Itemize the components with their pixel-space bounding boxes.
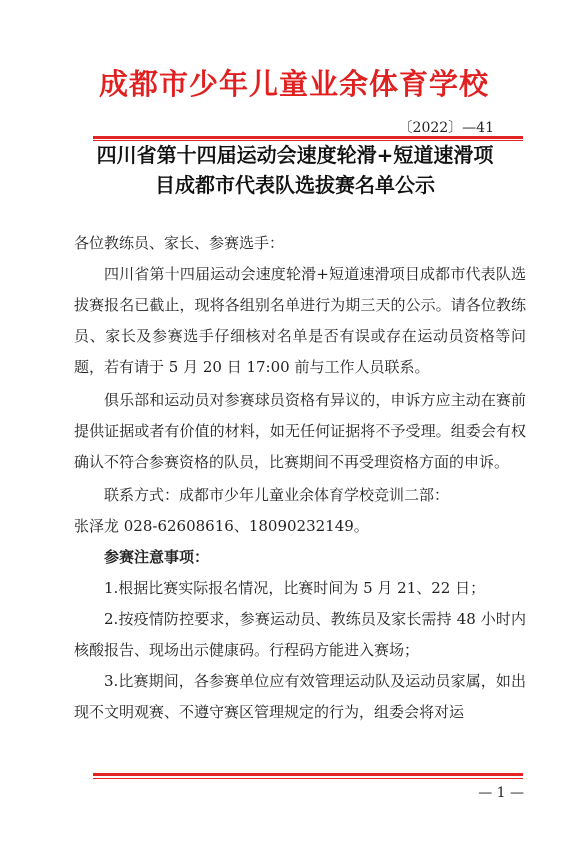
note-item-2: 2.按疫情防控要求，参赛运动员、教练员及家长需持 48 小时内核酸报告、现场出示健康码。行程码方能进入赛场； [74,610,526,659]
title-line-1: 四川省第十四届运动会速度轮滑+短道速滑项 [96,143,494,167]
paragraph-appeal-rules: 俱乐部和运动员对参赛球员资格有异议的，申诉方应主动在赛前提供证据或者有价值的材料，如无任何证据将不予受理。组委会有权确认不符合参赛资格的队员，比赛期间不再受理资格方面的申诉。 [74,391,526,471]
footer-red-rule-thin [93,778,523,779]
document-body [74,228,526,728]
salutation: 各位教练员、家长、参赛选手： [74,234,285,252]
document-title [70,140,520,200]
contact-person: 张泽龙 028-62608616、18090232149。 [74,517,369,535]
footer-red-rule [93,773,523,776]
note-item-3: 3.比赛期间，各参赛单位应有效管理运动队及运动员家属，如出现不文明观赛、不遵守赛区管理规定的行为，组委会将对运 [74,672,526,721]
header-red-rule [93,136,523,139]
page-number: — 1 — [478,785,524,801]
title-line-2: 目成都市代表队选拔赛名单公示 [155,173,435,197]
document-number: 〔2022〕—41 [398,120,494,136]
contact-label: 联系方式：成都市少年儿童业余体育学校竞训二部： [104,486,450,504]
letterhead-org-name: 成都市少年儿童业余体育学校 [98,67,489,101]
paragraph-announcement: 四川省第十四届运动会速度轮滑+短道速滑项目成都市代表队选拔赛报名已截止，现将各组别名单进行为期三天的公示。请各位教练员、家长及参赛选手仔细核对名单是否有误或存在运动员资格等问题，若有请于 5 月 20 日 17:00 前与工作人员联系。 [74,265,526,376]
note-item-1: 1.根据比赛实际报名情况，比赛时间为 5 月 21、22 日； [104,579,486,597]
notes-heading: 参赛注意事项： [104,548,210,566]
